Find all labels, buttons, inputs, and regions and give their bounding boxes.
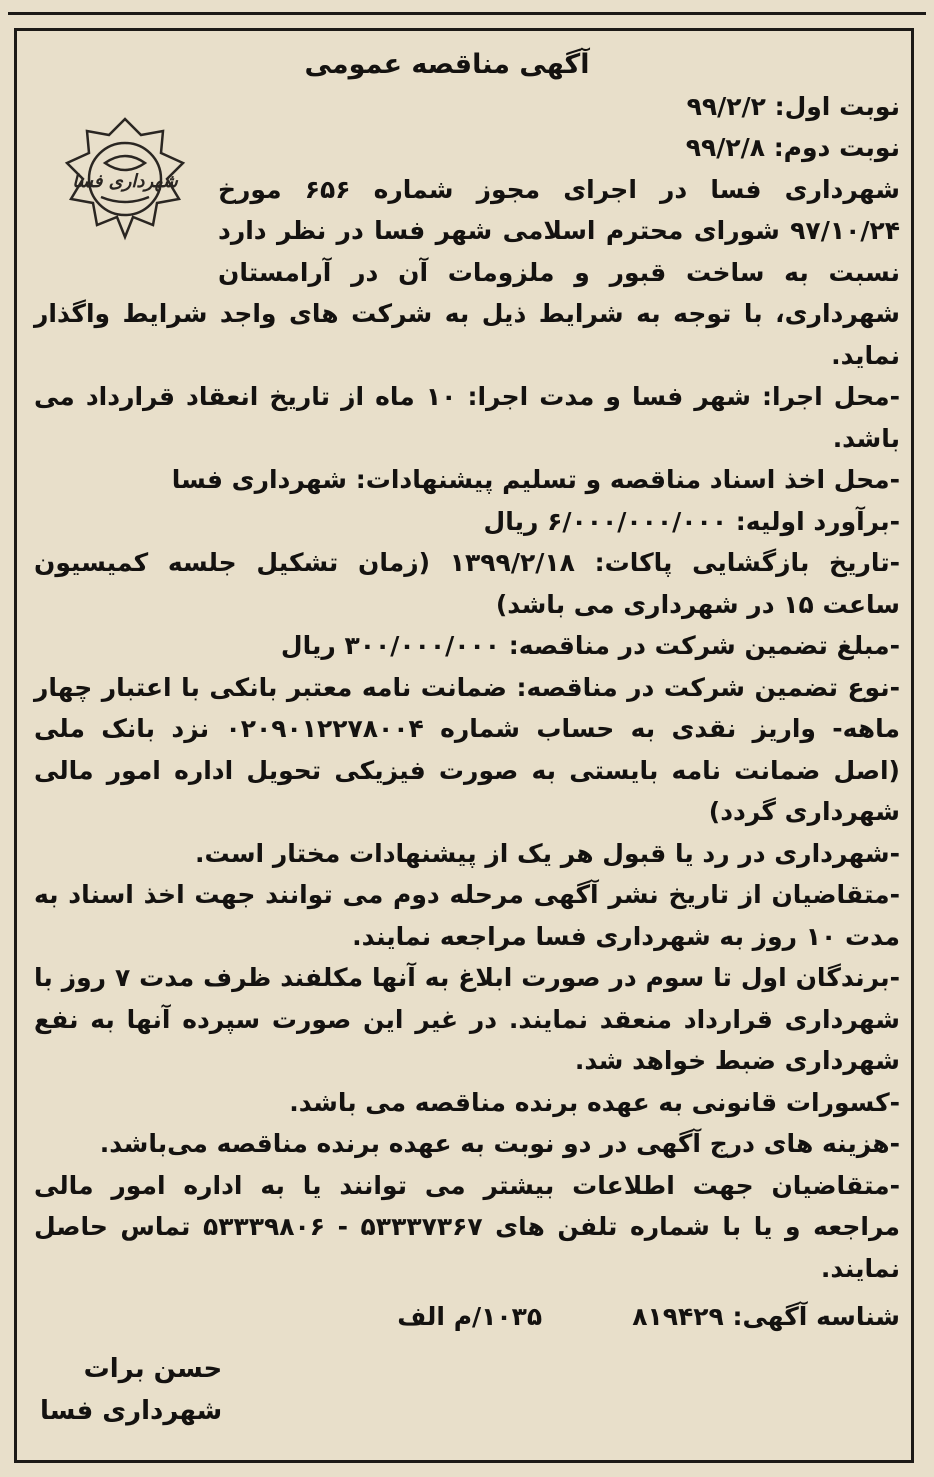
paragraph-contact: -متقاضیان جهت اطلاعات بیشتر می توانند یا به اداره امور مالی مراجعه و یا با شماره تلفن های ۵۳۳۳۷۳۶۷ - ۵۳۳۳۹۸۰۶ تماس حاصل نمایند. [34, 1170, 900, 1283]
municipality-seal [40, 108, 210, 258]
paragraph-estimate: -برآورد اولیه: ۶/۰۰۰/۰۰۰/۰۰۰ ریال [483, 506, 900, 536]
notice-reference: ۱۰۳۵/م الف [397, 1302, 543, 1331]
paragraph-opening-date: -تاریخ بازگشایی پاکات: ۱۳۹۹/۲/۱۸ (زمان تشکیل جلسه کمیسیون ساعت ۱۵ در شهرداری می باشد) [34, 548, 900, 619]
seal-text: شهرداری فسا [72, 170, 178, 192]
round-second: نوبت دوم: ۹۹/۲/۸ [685, 133, 900, 162]
signer-name: حسن برات [83, 1354, 223, 1384]
paragraph-intro: شهرداری فسا در اجرای مجوز شماره ۶۵۶ مورخ ۹۷/۱۰/۲۴ شورای محترم اسلامی شهر فسا در نظر دارد نسبت به ساخت قبور و ملزومات آن در آرامستان شهرداری، با توجه به شرایط ذیل به شرکت های واجد شرایط واگذار نماید. [34, 174, 900, 370]
notice-id: شناسه آگهی: ۸۱۹۴۲۹ [632, 1302, 900, 1331]
paragraph-winners: -برندگان اول تا سوم در صورت ابلاغ به آنها مکلفند ظرف مدت ۷ روز با شهرداری قرارداد منعقد نمایند. در غیر این صورت سپرده آنها به نفع شهرداری ضبط خواهد شد. [34, 963, 900, 1075]
signature-block [40, 1348, 222, 1432]
top-rule [8, 0, 926, 15]
notice-footer [34, 1296, 900, 1337]
paragraph-rights: -شهرداری در رد یا قبول هر یک از پیشنهادات مختار است. [195, 838, 900, 868]
paragraph-guarantee-type: -نوع تضمین شرکت در مناقصه: ضمانت نامه معتبر بانکی با اعتبار چهار ماهه- واریز نقدی به حساب شماره ۰۲۰۹۰۱۲۲۷۸۰۰۴ نزد بانک ملی (اصل ضمانت نامه بایستی به صورت فیزیکی تحویل اداره امور مالی شهرداری گردد) [34, 672, 901, 826]
paragraph-applicants: -متقاضیان از تاریخ نشر آگهی مرحله دوم می توانند جهت اخذ اسناد به مدت ۱۰ روز به شهرداری فسا مراجعه نمایند. [34, 880, 900, 951]
paragraph-documents: -محل اخذ اسناد مناقصه و تسلیم پیشنهادات: شهرداری فسا [171, 465, 900, 494]
paragraph-guarantee-amount: -مبلغ تضمین شرکت در مناقصه: ۳۰۰/۰۰۰/۰۰۰ ریال [280, 631, 900, 660]
paragraph-location: -محل اجرا: شهر فسا و مدت اجرا: ۱۰ ماه از تاریخ انعقاد قرارداد می باشد. [34, 382, 900, 453]
round-first: نوبت اول: ۹۹/۲/۲ [686, 91, 900, 121]
paragraph-deductions: -کسورات قانونی به عهده برنده مناقصه می باشد. [289, 1087, 900, 1117]
notice-body [34, 44, 900, 1289]
signer-org: شهرداری فسا [40, 1396, 223, 1426]
notice-title: آگهی مناقصه عمومی [304, 49, 590, 80]
paragraph-costs: -هزینه های درج آگهی در دو نوبت به عهده برنده مناقصه می‌باشد. [99, 1129, 900, 1158]
